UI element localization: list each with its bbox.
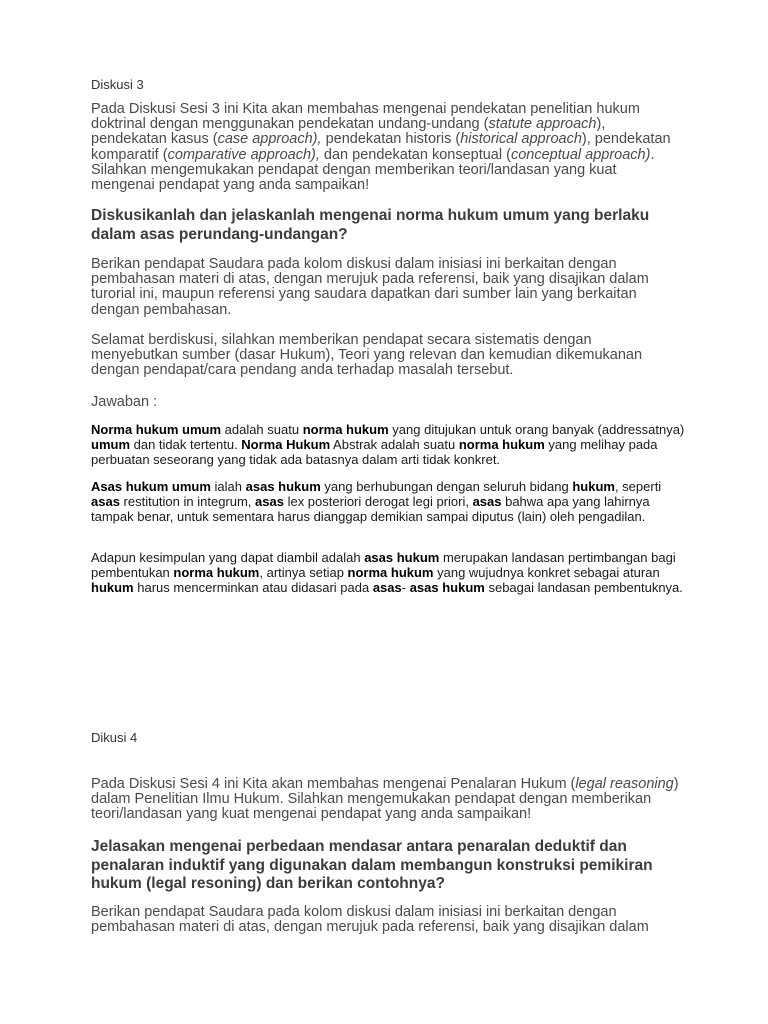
bold-term: Norma hukum umum — [91, 422, 222, 437]
text-run: yang ditujukan untuk orang banyak (addressatnya) — [388, 422, 685, 437]
italic-term: comparative approach), — [167, 146, 320, 163]
bold-term: asas — [372, 580, 402, 596]
italic-term: conceptual approach) — [510, 146, 651, 163]
text-run: Pada Diskusi Sesi 4 ini Kita akan membahas mengenai Penalaran Hukum ( — [91, 776, 576, 792]
text-run: yang berhubungan dengan seluruh bidang — [320, 479, 573, 494]
section-title-diskusi-3: Diskusi 3 — [91, 77, 144, 92]
text-run: yang wujudnya konkret sebagai aturan — [433, 565, 660, 581]
text-run: Abstrak adalah suatu — [330, 437, 459, 453]
diskusi-3-instruction: Berikan pendapat Saudara pada kolom diskusi dalam inisiasi ini berkaitan dengan pembahasan materi di atas, dengan merujuk pada referensi, baik yang disajikan dalam turorial ini, maupun referensi yang saudara dapatkan dari sumber lain yang berkaitan dengan pembahasan. — [91, 256, 649, 318]
text-run: restitution in integrum, — [119, 494, 256, 510]
bold-term: umum — [91, 437, 130, 453]
bold-term: asas — [472, 494, 502, 510]
text-run: Pada Diskusi Sesi 3 ini Kita akan membahas mengenai pendekatan penelitian hukum doktrinal dengan menggunakan pendekatan undang-undang ( — [91, 101, 640, 133]
diskusi-3-question: Diskusikanlah dan jelaskanlah mengenai norma hukum umum yang berlaku dalam asas perundang-undangan? — [91, 207, 650, 243]
bold-term: Asas hukum umum — [91, 479, 211, 494]
italic-term: case approach), — [217, 131, 322, 148]
text-run: ialah — [210, 479, 246, 494]
diskusi-3-greeting: Selamat berdiskusi, silahkan memberikan pendapat secara sistematis dengan menyebutkan sumber (dasar Hukum), Teori yang relevan dan kemudian dikemukanan dengan pendapat/cara pendang anda terhadap masalah tersebut. — [91, 332, 643, 379]
bold-term: norma hukum — [347, 565, 434, 581]
text-run: ), pendekatan kasus ( — [91, 116, 606, 148]
bold-term: asas hukum — [409, 580, 485, 596]
text-run: merupakan landasan pertimbangan bagi pembentukan — [91, 550, 676, 581]
text-run: , seperti — [614, 479, 662, 494]
text-run: Adapun kesimpulan yang dapat diambil adalah — [91, 550, 365, 565]
text-run: sebagai landasan pembentuknya. — [484, 580, 683, 596]
bold-term: norma hukum — [302, 422, 389, 437]
italic-term: legal reasoning — [575, 776, 674, 792]
text-run: pendekatan historis ( — [321, 131, 461, 148]
answer-label: Jawaban : — [91, 394, 158, 410]
text-run: dan tidak tertentu. — [130, 437, 242, 453]
text-run: bahwa apa yang lahirnya tampak benar, untuk sementara harus dianggap demikian sampai diputus (lain) oleh pengadilan. — [91, 494, 650, 525]
text-run: lex posteriori derogat legi priori, — [283, 494, 473, 510]
diskusi-4-question: Jelasakan mengenai perbedaan mendasar antara penaralan deduktif dan penalaran induktif yang digunakan dalam membangun konstruksi pemikiran hukum (legal resoning) dan berikan contohnya? — [91, 838, 653, 892]
text-run: , artinya setiap — [259, 565, 348, 581]
diskusi-3-intro — [91, 102, 681, 193]
bold-term: asas — [91, 494, 120, 510]
answer-paragraph-1 — [91, 422, 691, 468]
text-run: yang melihay pada perbuatan seseorang yang tidak ada batasnya dalam arti tidak konkret. — [91, 437, 658, 468]
text-run: adalah suatu — [221, 422, 303, 437]
answer-paragraph-2 — [91, 479, 691, 525]
text-run: ) dalam Penelitian Ilmu Hukum. Silahkan mengemukakan pendapat dengan memberikan teori/landasan yang kuat mengenai pendapat yang anda sampaikan! — [91, 776, 679, 823]
text-run: ), pendekatan komparatif ( — [91, 131, 671, 163]
italic-term: historical approach — [460, 131, 582, 148]
text-run: harus mencerminkan atau didasari pada — [133, 580, 373, 596]
bold-term: hukum — [91, 580, 134, 596]
diskusi-4-intro — [91, 777, 681, 823]
bold-term: asas — [255, 494, 284, 510]
bold-term: hukum — [572, 479, 615, 494]
text-run: - — [401, 580, 410, 596]
text-run: . Silahkan mengemukakan pendapat dengan memberikan teori/landasan yang kuat mengenai pendapat yang anda sampaikan! — [91, 146, 655, 194]
diskusi-4-instruction: Berikan pendapat Saudara pada kolom diskusi dalam inisiasi ini berkaitan dengan pembahasan materi di atas, dengan merujuk pada referensi, baik yang disajikan dalam — [91, 904, 649, 936]
italic-term: statute approach — [488, 116, 597, 133]
bold-term: Norma Hukum — [241, 437, 331, 453]
bold-term: norma hukum — [173, 565, 260, 581]
text-run: dan pendekatan konseptual ( — [319, 146, 511, 163]
answer-paragraph-3 — [91, 550, 691, 596]
bold-term: norma hukum — [458, 437, 545, 453]
bold-term: asas hukum — [364, 550, 440, 565]
section-title-diskusi-4: Dikusi 4 — [91, 730, 138, 745]
bold-term: asas hukum — [245, 479, 321, 494]
